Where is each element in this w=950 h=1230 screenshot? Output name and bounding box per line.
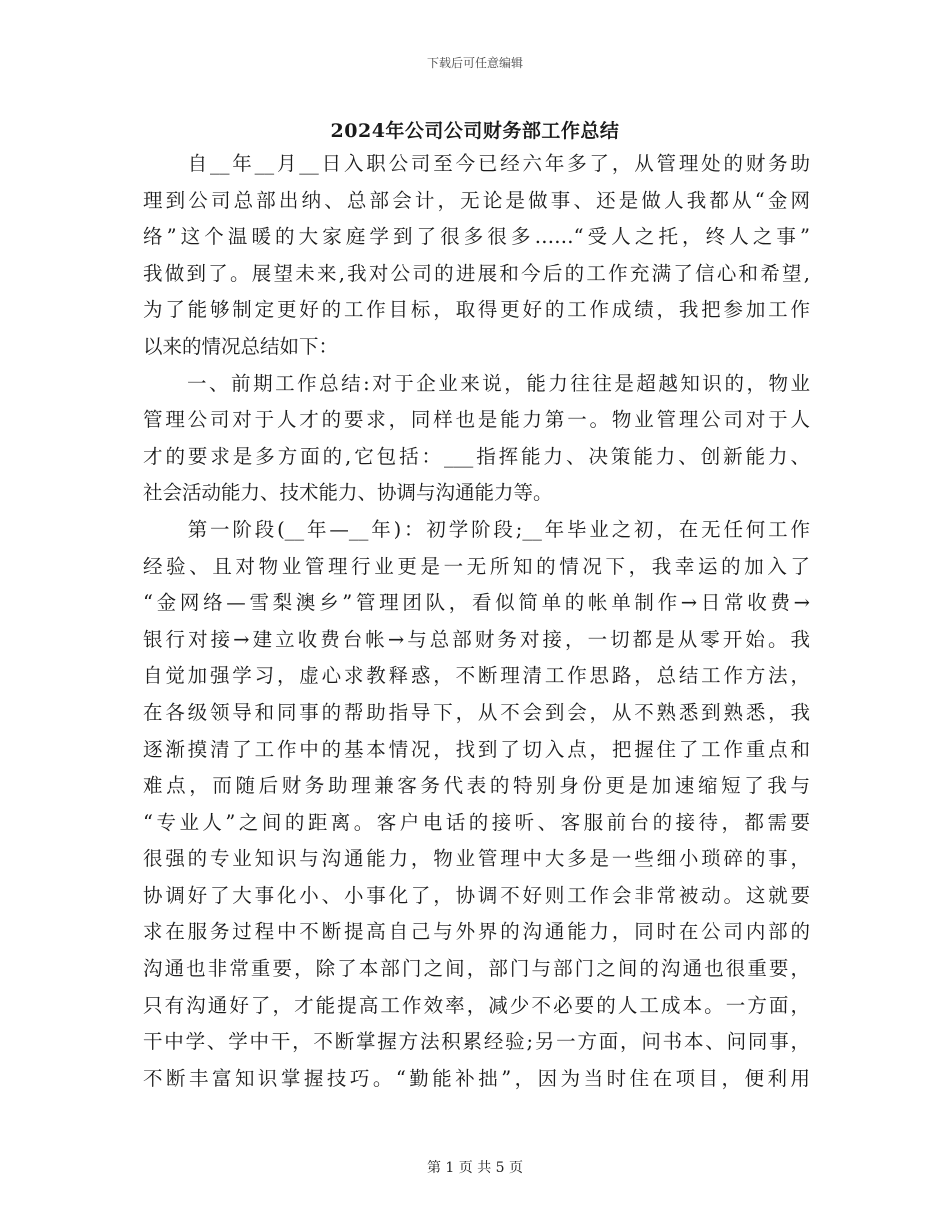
text-line: 求在服务过程中不断提高自己与外界的沟通能力，同时在公司内部的	[143, 920, 810, 944]
text-line: 我做到了。展望未来,我对公司的进展和今后的工作充满了信心和希望,	[143, 261, 810, 285]
text-line: 理到公司总部出纳、总部会计，无论是做事、还是做人我都从“金网	[143, 188, 810, 212]
text-line: 第一阶段(__年—__年)：初学阶段;__年毕业之初，在无任何工作	[143, 517, 810, 541]
text-line: 以来的情况总结如下：	[143, 334, 339, 358]
text-line: “专业人”之间的距离。客户电话的接听、客服前台的接待，都需要	[143, 810, 810, 834]
text-line: 一、前期工作总结:对于企业来说，能力往往是超越知识的，物业	[143, 371, 810, 395]
text-line: 难点，而随后财务助理兼客务代表的特别身份更是加速缩短了我与	[143, 774, 810, 798]
document-body	[143, 146, 810, 1097]
text-line: 在各级领导和同事的帮助指导下，从不会到会，从不熟悉到熟悉，我	[143, 700, 810, 724]
text-line: 络”这个温暖的大家庭学到了很多很多……“受人之托，终人之事”	[143, 225, 810, 249]
text-line: 银行对接→建立收费台帐→与总部财务对接，一切都是从零开始。我	[143, 627, 810, 651]
text-line: 不断丰富知识掌握技巧。“勤能补拙”，因为当时住在项目，便利用	[143, 1066, 810, 1090]
text-line: 协调好了大事化小、小事化了，协调不好则工作会非常被动。这就要	[143, 883, 810, 907]
text-line: 自觉加强学习，虚心求教释惑，不断理清工作思路，总结工作方法，	[143, 664, 810, 688]
text-line: 很强的专业知识与沟通能力，物业管理中大多是一些细小琐碎的事，	[143, 847, 810, 871]
text-line: 社会活动能力、技术能力、协调与沟通能力等。	[143, 481, 553, 505]
text-line: 只有沟通好了，才能提高工作效率，减少不必要的人工成本。一方面，	[143, 993, 810, 1017]
text-line: 逐渐摸清了工作中的基本情况，找到了切入点，把握住了工作重点和	[143, 737, 810, 761]
text-line: “金网络—雪梨澳乡”管理团队，看似简单的帐单制作→日常收费→	[143, 591, 810, 615]
text-line: 自__年__月__日入职公司至今已经六年多了，从管理处的财务助	[143, 152, 810, 175]
text-line: 经验、且对物业管理行业更是一无所知的情况下，我幸运的加入了	[143, 554, 810, 578]
page-footer: 第 1 页 共 5 页	[426, 1160, 524, 1176]
header-note: 下载后可任意编辑	[426, 56, 523, 70]
text-line: 沟通也非常重要，除了本部门之间，部门与部门之间的沟通也很重要，	[143, 957, 810, 981]
text-line: 为了能够制定更好的工作目标，取得更好的工作成绩，我把参加工作	[143, 298, 810, 322]
document-title: 2024年公司公司财务部工作总结	[330, 120, 620, 142]
text-line: 才的要求是多方面的,它包括：___指挥能力、决策能力、创新能力、	[143, 444, 810, 468]
text-line: 管理公司对于人才的要求，同样也是能力第一。物业管理公司对于人	[143, 408, 810, 432]
text-line: 干中学、学中干，不断掌握方法积累经验;另一方面，问书本、问同事，	[143, 1030, 810, 1054]
